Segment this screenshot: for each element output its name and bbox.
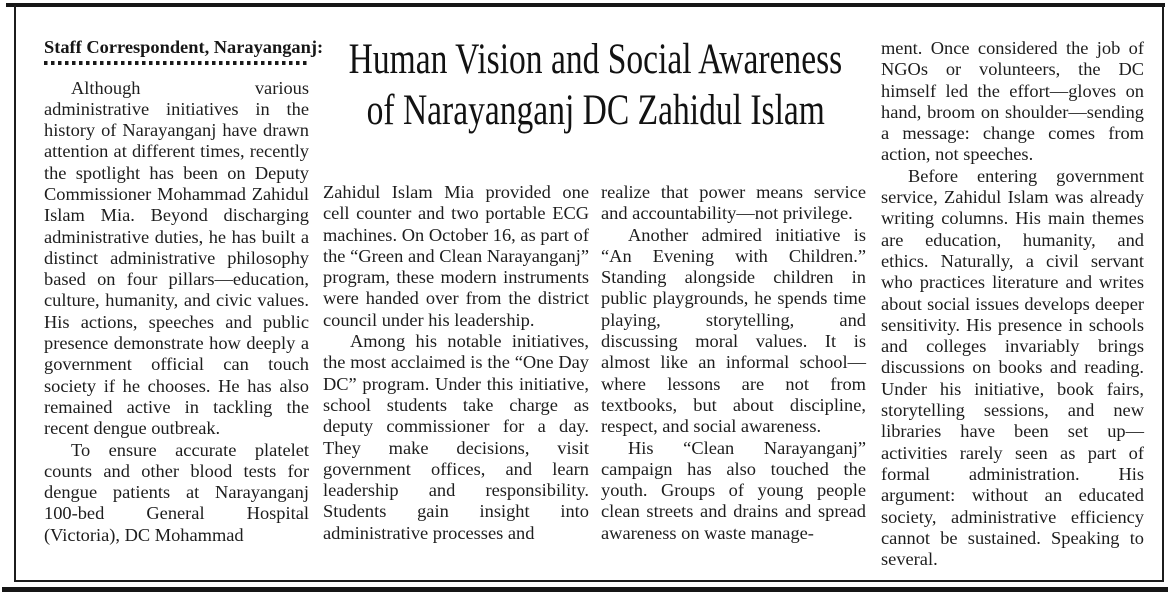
byline: Staff Correspondent, Narayanganj: — [44, 37, 324, 57]
headline-line-2: of Narayanganj DC Zahidul Islam — [366, 87, 825, 134]
byline-dotted-rule — [44, 61, 309, 65]
bottom-rule — [2, 587, 1168, 592]
paragraph: Among his notable initiatives, the most acclaimed is the “One Day DC” program. Under this initiative, school students take charge as deputy commissioner for a day. They make decisions, visit government offices, and learn leadership and responsibility. Students gain insight into administrative processes and — [323, 331, 589, 543]
article-column-1 — [44, 36, 324, 546]
paragraph: ment. Once considered the job of NGOs or volunteers, the DC himself led the effort—gloves on hand, broom on shoulder—sending a message: change comes from action, not speeches. — [881, 38, 1144, 165]
article-column-3 — [601, 182, 866, 544]
paragraph: Before entering government service, Zahidul Islam was already writing columns. His main themes are education, humanity, and ethics. Naturally, a civil servant who practices literature and writes about social issues develops deeper sensitivity. His presence in schools and colleges invariably brings discussions on books and reading. Under his initiative, book fairs, storytelling sessions, and new libraries have been set up—activities rarely seen as part of formal administration. His argument: without an educated society, administrative efficiency cannot be sustained. Speaking to several. — [881, 165, 1144, 570]
article-column-4 — [881, 38, 1144, 570]
headline-line-1: Human Vision and Social Awareness — [348, 36, 843, 83]
paragraph: Although various administrative initiatives in the history of Narayanganj have drawn attention at different times, recently the spotlight has been on Deputy Commissioner Mohammad Zahidul Islam Mia. Beyond discharging administrative duties, he has built a distinct administrative philosophy based on four pillars—education, culture, humanity, and civic values. His actions, speeches and public presence demonstrate how deeply a government official can touch society if he chooses. He has also remained active in tackling the recent dengue outbreak. — [44, 77, 309, 439]
article-column-2 — [323, 182, 589, 544]
paragraph: Zahidul Islam Mia provided one cell counter and two portable ECG machines. On October 16, as part of the “Green and Clean Narayanganj” program, these modern instruments were handed over from the district council under his leadership. — [323, 182, 589, 330]
paragraph: His “Clean Narayanganj” campaign has also touched the youth. Groups of young people clean streets and drains and spread awareness on waste manage- — [601, 437, 866, 543]
paragraph: Another admired initiative is “An Evening with Children.” Standing alongside children in public playgrounds, he spends time playing, storytelling, and discussing moral values. It is almost like an informal school—where lessons are not from textbooks, but about discipline, respect, and social awareness. — [601, 224, 866, 437]
headline — [322, 34, 869, 136]
paragraph: realize that power means service and accountability—not privilege. — [601, 182, 866, 224]
paragraph: To ensure accurate platelet counts and other blood tests for dengue patients at Narayanganj 100-bed General Hospital (Victoria), DC Mohammad — [44, 439, 309, 545]
